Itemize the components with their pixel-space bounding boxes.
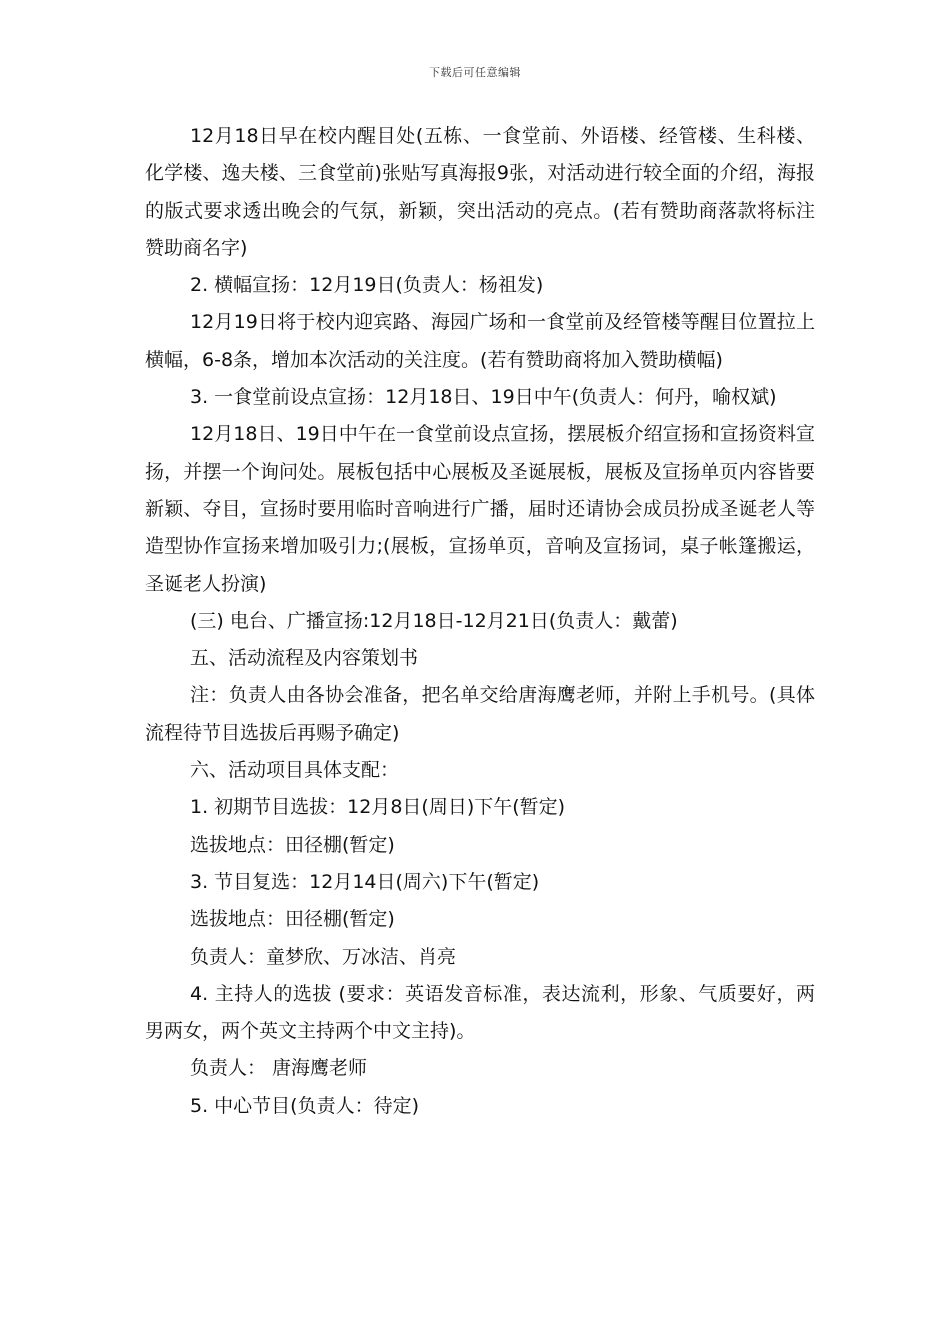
paragraph-banner-heading: 2. 横幅宣扬：12月19日(负责人：杨祖发) — [190, 274, 544, 297]
paragraph-radio-heading: (三) 电台、广播宣扬:12月18日-12月21日(负责人：戴蕾) — [190, 609, 678, 632]
document-body — [145, 118, 815, 1125]
paragraph-selection-location-1: 选拔地点：田径棚(暂定) — [190, 833, 395, 856]
page-header: 下载后可任意编辑 — [429, 66, 521, 79]
paragraph-canteen-details: 12月18日、19日中午在一食堂前设点宣扬，摆展板介绍宣扬和宣扬资料宣扬，并摆一个询问处。展板包括中心展板及圣诞展板，展板及宣扬单页内容皆要新颖、夺目，宣扬时要用临时音响进行广播，届时还请协会成员扮成圣诞老人等造型协作宣扬来增加吸引力;(展板，宣扬单页，音响及宣扬词，桌子帐篷搬运，圣诞老人扮演) — [145, 423, 815, 595]
section-heading-arrangement: 六、活动项目具体支配： — [190, 759, 400, 782]
paragraph-host-responsible: 负责人： 唐海鹰老师 — [190, 1057, 368, 1080]
paragraph-reselection: 3. 节目复选：12月14日(周六)下午(暂定) — [190, 870, 540, 893]
paragraph-banner-details: 12月19日将于校内迎宾路、海园广场和一食堂前及经管楼等醒目位置拉上横幅，6-8条，增加本次活动的关注度。(若有赞助商将加入赞助横幅) — [145, 311, 815, 371]
paragraph-initial-selection: 1. 初期节目选拔：12月8日(周日)下午(暂定) — [190, 796, 566, 819]
paragraph-main-program: 5. 中心节目(负责人：待定) — [190, 1094, 419, 1117]
section-heading-flow: 五、活动流程及内容策划书 — [190, 647, 419, 670]
paragraph-host-selection: 4. 主持人的选拔 (要求：英语发音标准，表达流利，形象、气质要好，两男两女，两个英文主持两个中文主持)。 — [145, 982, 815, 1043]
paragraph-responsible-persons: 负责人：童梦欣、万冰洁、肖亮 — [190, 945, 457, 968]
paragraph-note: 注：负责人由各协会准备，把名单交给唐海鹰老师，并附上手机号。(具体流程待节目选拔后再赐予确定) — [145, 684, 815, 744]
paragraph-canteen-heading: 3. 一食堂前设点宣扬：12月18日、19日中午(负责人：何丹，喻权斌) — [190, 386, 777, 409]
paragraph-poster-details: 12月18日早在校内醒目处(五栋、一食堂前、外语楼、经管楼、生科楼、化学楼、逸夫楼、三食堂前)张贴写真海报9张，对活动进行较全面的介绍，海报的版式要求透出晚会的气氛，新颖，突出活动的亮点。(若有赞助商落款将标注赞助商名字) — [145, 125, 815, 259]
paragraph-selection-location-2: 选拔地点：田径棚(暂定) — [190, 908, 395, 931]
